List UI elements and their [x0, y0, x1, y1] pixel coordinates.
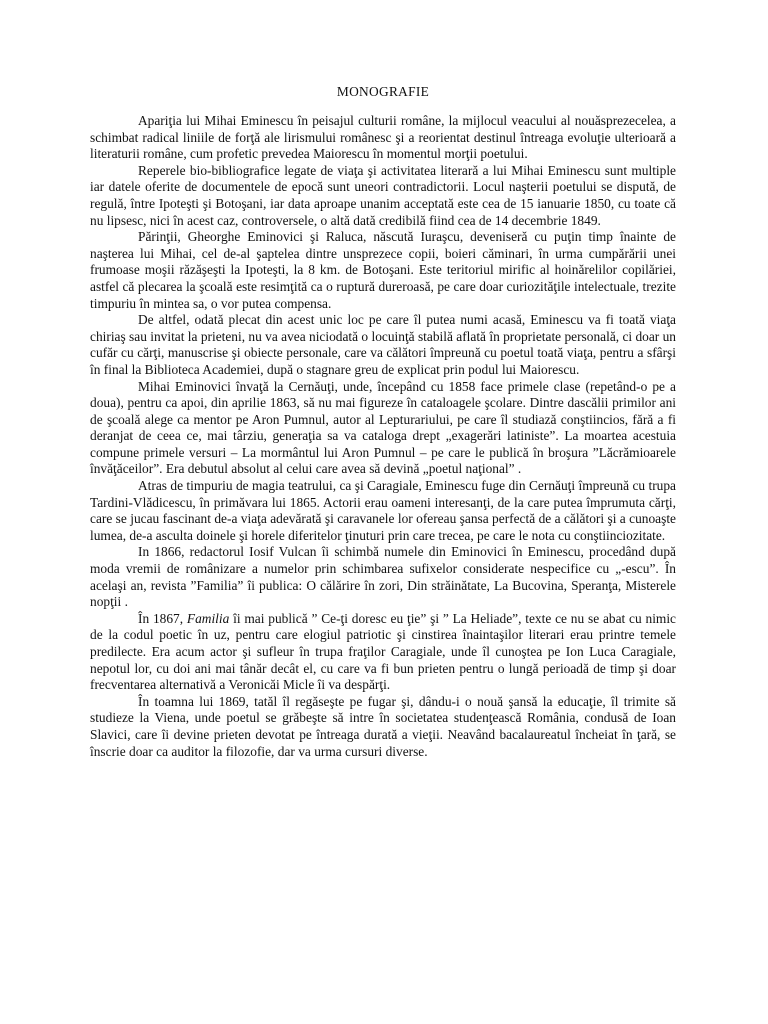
paragraph-8 [90, 611, 676, 694]
paragraph-1: Apariţia lui Mihai Eminescu în peisajul culturii române, la mijlocul veacului al nouăsprezecelea, a schimbat radical liniile de forţă ale lirismului românesc şi a reorientat destinul întreaga evoluţie ulterioară a literaturii române, cum profetic prevedea Maiorescu în momentul morţii poetului. [90, 113, 676, 162]
paragraph-6: Atras de timpuriu de magia teatrului, ca şi Caragiale, Eminescu fuge din Cernăuţi împreună cu trupa Tardini-Vlădicescu, în primăvara lui 1865. Actorii erau oameni interesanţi, de la care putea împrumuta cărţi, care se jucau fascinant de-a viaţa adevărată şi caravanele lor ofereau şansa perfectă de a călători şi a cunoaşte lumea, de-a asculta doinele şi horele diferitelor ţinuturi prin care trecea, pe care le nota cu conştiinciozitate. [90, 478, 676, 543]
page-title: MONOGRAFIE [336, 84, 430, 99]
paragraph-8-start: În 1867, [138, 610, 187, 626]
paragraph-7: In 1866, redactorul Iosif Vulcan îi schimbă numele din Eminovici în Eminescu, procedând după moda vremii de românizare a numelor prin schimbarea sufixelor considerate nespecifice cu „-escu”. În acelaşi an, revista ”Familia” îi publica: O călărire în zori, Din străinătate, La Bucovina, Speranţa, Misterele nopţii . [90, 544, 676, 610]
paragraph-2: Reperele bio-bibliografice legate de viaţa şi activitatea literară a lui Mihai Eminescu sunt multiple iar datele oferite de documentele de epocă sunt uneori contradictorii. Locul naşterii poetului se dispută, de regulă, între Ipoteşti şi Botoşani, iar data aproape unanim acceptată este cea de 15 ianuarie 1850, cu toate că nu lipsesc, nici în acest caz, controversele, o altă dată credibilă fiind cea de 14 decembrie 1849. [90, 162, 676, 228]
paragraph-9: În toamna lui 1869, tatăl îl regăseşte pe fugar şi, dându-i o nouă şansă la educaţie, îl trimite să studieze la Viena, unde poetul se grăbeşte să intre în societatea studenţească România, condusă de Ioan Slavici, care îi devine prieten devotat pe întreaga durată a vieţii. Neavând bacalaureatul încheiat în ţară, se înscrie doar ca auditor la filozofie, dar va urma cursuri diverse. [90, 693, 676, 759]
paragraph-8-rest: îi mai publică ” Ce-ţi doresc eu ţie” şi ” La Heliade”, texte ce nu se abat cu nimic de la codul poetic în uz, pentru care elogiul patriotic şi cinstirea înaintaşilor literari erau printre temele predilecte. Era acum actor şi sufleur în trupa fraţilor Caragiale, unde îl cunoştea pe Ion Luca Caragiale, nepotul lor, cu doi ani mai tânăr decât el, cu care va fi bun prieten pentru o lungă perioadă de timp şi doar frecventarea alternativă a Veronicăi Micle îi va despărţi. [90, 610, 676, 693]
paragraph-5: Mihai Eminovici învaţă la Cernăuţi, unde, începând cu 1858 face primele clase (repetând-o pe a doua), pentru ca apoi, din aprilie 1863, să nu mai figureze în cataloagele şcolare. Dintre dascălii primilor ani de şcoală alege ca mentor pe Aron Pumnul, autor al Lepturariului, pe care îl studiază conştiincios, fără a fi deranjat de ceea ce, mai târziu, generaţia sa va cataloga drept „exagerări latiniste”. La moartea acestuia compune primele versuri – La mormântul lui Aron Pumnul – pe care le publică în broşura ”Lăcrămioarele învăţăceilor”. Era debutul absolut al celui care avea să devină „poetul naţional” . [90, 378, 676, 477]
paragraph-4: De altfel, odată plecat din acest unic loc pe care îl putea numi acasă, Eminescu va fi toată viaţa chiriaş sau invitat la prieteni, nu va avea niciodată o locuinţă stabilă aflată în proprietate personală, ci doar un cufăr cu cărţi, manuscrise şi obiecte personale, care va călători împreună cu poetul toată viaţa, pentru a sfârşi în final la Biblioteca Academiei, după o stagnare greu de explicat prin podul lui Maiorescu. [90, 312, 676, 377]
paragraph-3: Părinţii, Gheorghe Eminovici şi Raluca, născută Iuraşcu, deveniseră cu puţin timp înainte de naşterea lui Mihai, cel de-al şaptelea dintre unsprezece copii, boieri căminari, în urma cumpărării unei frumoase moşii răzăşeşti la Ipoteşti, la 8 km. de Botoşani. Este teritoriul mirific al hoinărelilor copilăriei, astfel că plecarea la şcoală este resimţită ca o ruptură dureroasă, pe care doar curiozităţile intelectuale, trezite timpuriu în mintea sa, o vor putea compensa. [90, 229, 676, 311]
journal-title-familia: Familia [186, 610, 230, 626]
